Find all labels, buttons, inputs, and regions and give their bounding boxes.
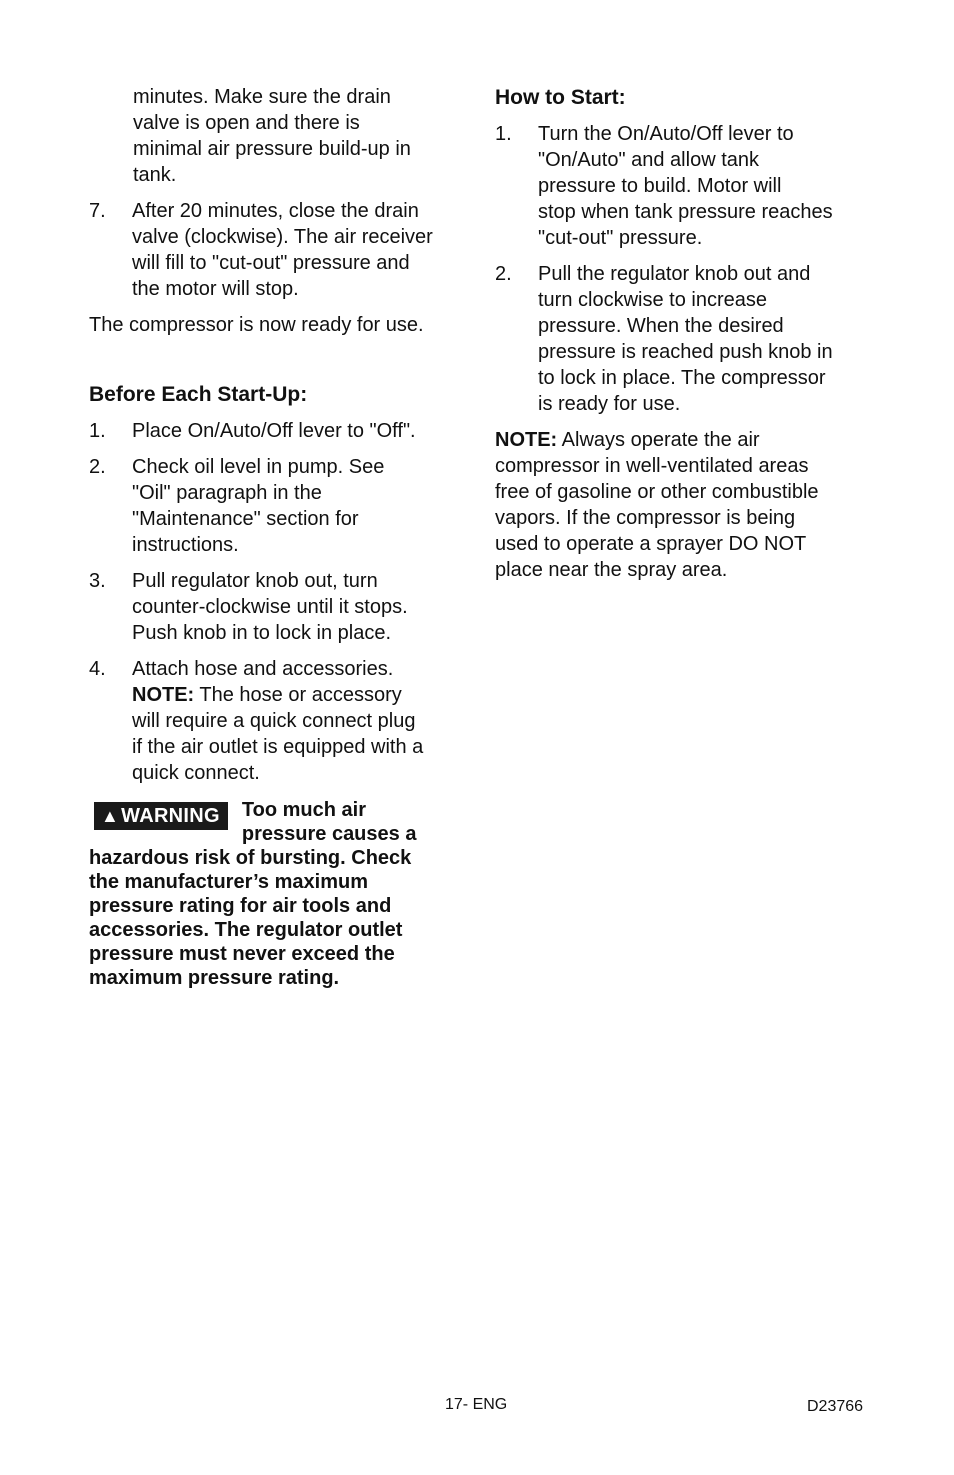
text-line: used to operate a sprayer DO NOT (495, 533, 807, 555)
text-line: if the air outlet is equipped with a (132, 736, 424, 758)
text-line: will require a quick connect plug (132, 710, 416, 732)
list-text (132, 454, 464, 558)
warning-block (89, 798, 464, 990)
list-text (132, 418, 464, 444)
before-startup-heading: Before Each Start-Up: (89, 383, 308, 406)
warning-line: maximum pressure rating. (89, 967, 340, 989)
text-line: Turn the On/Auto/Off lever to (538, 123, 794, 145)
warning-line: accessories. The regulator outlet (89, 919, 403, 941)
list-text (538, 261, 867, 417)
list-text (132, 198, 464, 302)
text-line: "On/Auto" and allow tank (538, 149, 759, 171)
text-line: tank. (133, 164, 177, 186)
text-line: Attach hose and accessories. (132, 658, 394, 680)
text-line: counter-clockwise until it stops. (132, 596, 408, 618)
text-line: "Oil" paragraph in the (132, 482, 322, 504)
continued-step-text (89, 84, 464, 188)
warning-line: the manufacturer’s maximum (89, 871, 368, 893)
text-line: instructions. (132, 534, 239, 556)
text-line: pressure. When the desired (538, 315, 784, 337)
text-line: is ready for use. (538, 393, 681, 415)
ready-text: The compressor is now ready for use. (89, 314, 424, 336)
list-number: 1. (89, 420, 106, 442)
list-item-startup-3 (89, 568, 464, 646)
list-item-startup-4 (89, 656, 464, 786)
text-line: compressor in well-ventilated areas (495, 455, 809, 477)
right-column (495, 85, 867, 583)
warning-badge (94, 802, 228, 830)
text-line: valve is open and there is (133, 112, 360, 134)
list-number: 7. (89, 200, 106, 222)
list-number: 4. (89, 658, 106, 680)
list-item-step-7 (89, 198, 464, 302)
text-line: turn clockwise to increase (538, 289, 767, 311)
text-line: pressure is reached push knob in (538, 341, 833, 363)
text-line: will fill to "cut-out" pressure and (132, 252, 410, 274)
text-line: free of gasoline or other combustible (495, 481, 819, 503)
warning-line: pressure rating for air tools and (89, 895, 392, 917)
list-item-startup-1 (89, 418, 464, 444)
document-code: D23766 (807, 1398, 864, 1415)
text-line: pressure to build. Motor will (538, 175, 782, 197)
warning-line: pressure causes a (241, 823, 417, 845)
warning-line: Too much air (241, 799, 366, 821)
text-line: Pull regulator knob out, turn (132, 570, 378, 592)
text-line: to lock in place. The compressor (538, 367, 826, 389)
list-item-start-1 (495, 121, 867, 251)
warning-badge-label: WARNING (121, 805, 220, 827)
note-label: NOTE: (495, 429, 558, 451)
text-line: the motor will stop. (132, 278, 299, 300)
warning-triangle-icon: ▲ (101, 806, 120, 826)
list-text (132, 656, 464, 786)
list-text (132, 568, 464, 646)
warning-line: pressure must never exceed the (89, 943, 395, 965)
list-text (538, 121, 867, 251)
note-paragraph (495, 427, 867, 583)
note-label: NOTE: (132, 684, 195, 706)
text-line: "Maintenance" section for (132, 508, 359, 530)
list-number: 2. (495, 263, 512, 285)
text-line: vapors. If the compressor is being (495, 507, 796, 529)
list-number: 1. (495, 123, 512, 145)
text-line: minimal air pressure build-up in (133, 138, 411, 160)
text-line: Check oil level in pump. See (132, 456, 385, 478)
text-line: After 20 minutes, close the drain (132, 200, 419, 222)
text-line: minutes. Make sure the drain (133, 86, 391, 108)
text-line: Always operate the air (557, 429, 760, 451)
list-item-startup-2 (89, 454, 464, 558)
text-line: Place On/Auto/Off lever to "Off". (132, 420, 416, 442)
warning-line: hazardous risk of bursting. Check (89, 847, 412, 869)
how-to-start-heading: How to Start: (495, 86, 626, 109)
text-line: The hose or accessory (194, 684, 402, 706)
text-line: quick connect. (132, 762, 260, 784)
list-number: 3. (89, 570, 106, 592)
text-line: Push knob in to lock in place. (132, 622, 392, 644)
text-line: place near the spray area. (495, 559, 728, 581)
text-line: valve (clockwise). The air receiver (132, 226, 433, 248)
text-line: stop when tank pressure reaches (538, 201, 833, 223)
list-number: 2. (89, 456, 106, 478)
list-item-start-2 (495, 261, 867, 417)
left-column (89, 84, 464, 990)
page-number: 17- ENG (445, 1396, 508, 1413)
text-line: Pull the regulator knob out and (538, 263, 811, 285)
text-line: "cut-out" pressure. (538, 227, 703, 249)
